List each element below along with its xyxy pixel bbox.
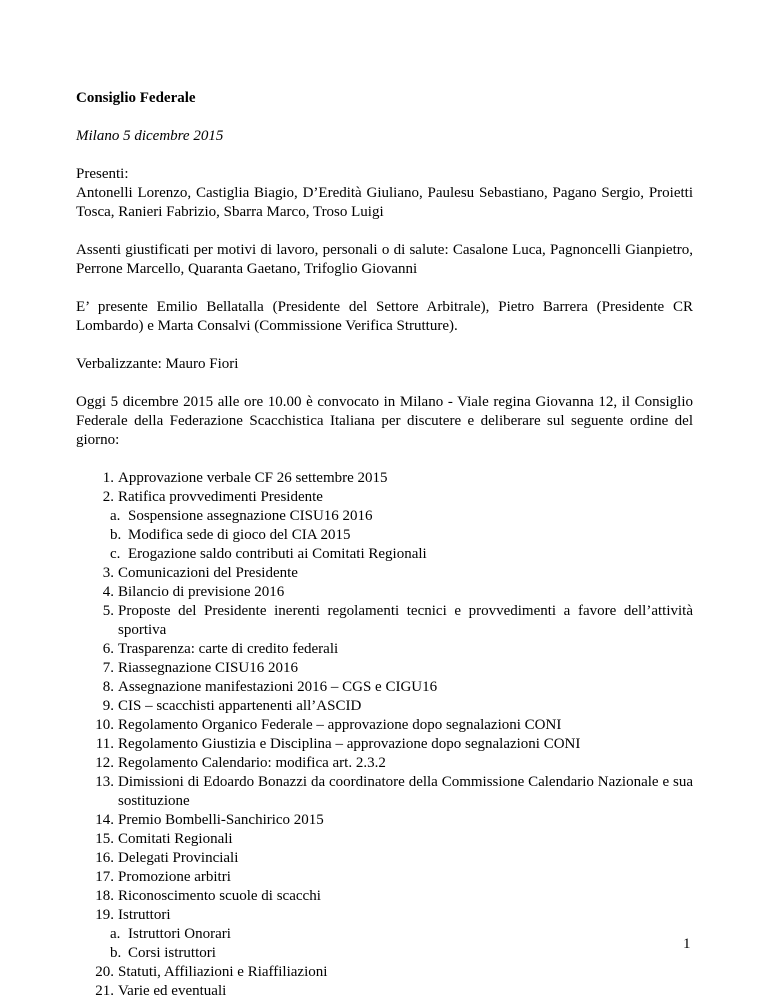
agenda-subitem-letter: c. [110,546,121,562]
agenda-item-text: Dimissioni di Edoardo Bonazzi da coordinatore della Commissione Calendario Nazionale e sua sostituzione [118,774,693,809]
agenda-item-number: 2. [102,489,114,505]
agenda-subitem-letter: b. [110,527,122,543]
agenda-item-text: Ratifica provvedimenti Presidente [118,489,323,505]
agenda-item-number: 3. [102,565,114,581]
agenda-item-number: 19. [95,907,114,923]
agenda-item [76,849,693,868]
agenda-item [76,716,693,735]
agenda-item-text: Regolamento Giustizia e Disciplina – approvazione dopo segnalazioni CONI [118,736,581,752]
agenda-item-text: Istruttori [118,907,171,923]
agenda-item-number: 11. [95,736,114,752]
page-number: 1 [683,936,691,952]
agenda-item-number: 12. [95,755,114,771]
agenda-subitem-text: Istruttori Onorari [128,926,231,942]
agenda-sublist [76,507,693,564]
agenda-item [76,583,693,602]
agenda-item [76,469,693,488]
agenda-item-number: 16. [95,850,114,866]
agenda-item-text: Promozione arbitri [118,869,231,885]
agenda-item-number: 9. [102,698,114,714]
agenda-item-number: 17. [95,869,114,885]
agenda-subitem [76,944,693,963]
agenda-item-number: 5. [102,603,114,619]
agenda-list [76,469,693,1001]
agenda-item-text: Regolamento Calendario: modifica art. 2.3.2 [118,755,386,771]
agenda-item-number: 15. [95,831,114,847]
agenda-item-text: Comitati Regionali [118,831,233,847]
agenda-item-text: Riconoscimento scuole di scacchi [118,888,321,904]
agenda-item [76,678,693,697]
agenda-item-text: Statuti, Affiliazioni e Riaffiliazioni [118,964,328,980]
agenda-sublist [76,925,693,963]
agenda-item [76,773,693,811]
agenda-subitem-text: Corsi istruttori [128,945,216,961]
agenda-item-number: 8. [102,679,114,695]
attendees-list: Antonelli Lorenzo, Castiglia Biagio, D’Eredità Giuliano, Paulesu Sebastiano, Pagano Sergio, Proietti Tosca, Ranieri Fabrizio, Sbarra Marco, Troso Luigi [76,185,693,220]
agenda-subitem-text: Erogazione saldo contributi ai Comitati Regionali [128,546,427,562]
agenda-item [76,564,693,583]
agenda-item [76,640,693,659]
agenda-item [76,488,693,507]
agenda-item-text: CIS – scacchisti appartenenti all’ASCID [118,698,362,714]
agenda-item-number: 18. [95,888,114,904]
agenda-item [76,735,693,754]
agenda-item [76,963,693,982]
agenda-item-text: Assegnazione manifestazioni 2016 – CGS e CIGU16 [118,679,438,695]
absentees-paragraph: Assenti giustificati per motivi di lavoro, personali o di salute: Casalone Luca, Pagnoncelli Gianpietro, Perrone Marcello, Quaranta Gaetano, Trifoglio Giovanni [76,242,693,277]
agenda-item-text: Trasparenza: carte di credito federali [118,641,339,657]
agenda-subitem [76,507,693,526]
document-title: Consiglio Federale [76,90,196,106]
agenda-item-text: Delegati Provinciali [118,850,239,866]
agenda-item-text: Varie ed eventuali [118,983,227,999]
agenda-item-number: 13. [95,774,114,790]
agenda-item-number: 21. [95,983,114,999]
agenda-item [76,982,693,1001]
agenda-item-text: Premio Bombelli-Sanchirico 2015 [118,812,324,828]
agenda-subitems-wrapper [76,925,693,963]
agenda-item-text: Comunicazioni del Presidente [118,565,298,581]
intro-paragraph: Oggi 5 dicembre 2015 alle ore 10.00 è convocato in Milano - Viale regina Giovanna 12, il Consiglio Federale della Federazione Scacchistica Italiana per discutere e deliberare sul seguente ordine del giorno: [76,394,693,448]
agenda-item-text: Bilancio di previsione 2016 [118,584,285,600]
guests-paragraph: E’ presente Emilio Bellatalla (Presidente del Settore Arbitrale), Pietro Barrera (Presidente CR Lombardo) e Marta Consalvi (Commissione Verifica Strutture). [76,299,693,334]
agenda-subitem [76,545,693,564]
agenda-item [76,887,693,906]
agenda-item-number: 6. [102,641,114,657]
agenda-item-text: Riassegnazione CISU16 2016 [118,660,298,676]
agenda-item-number: 20. [95,964,114,980]
minute-taker: Verbalizzante: Mauro Fiori [76,356,239,372]
agenda-item [76,906,693,925]
agenda-item [76,659,693,678]
agenda-item [76,811,693,830]
agenda-subitem [76,925,693,944]
agenda-item [76,868,693,887]
agenda-item [76,830,693,849]
agenda-item-number: 7. [102,660,114,676]
agenda-subitem-letter: a. [110,508,121,524]
agenda-subitem-text: Sospensione assegnazione CISU16 2016 [128,508,373,524]
document-body [76,89,693,1001]
agenda-item [76,754,693,773]
agenda-item [76,697,693,716]
agenda-item-text: Regolamento Organico Federale – approvazione dopo segnalazioni CONI [118,717,562,733]
agenda-item-number: 1. [102,470,114,486]
meeting-date: Milano 5 dicembre 2015 [76,128,224,144]
agenda-item [76,602,693,640]
attendees-section [76,165,693,222]
agenda-item-text: Proposte del Presidente inerenti regolamenti tecnici e provvedimenti a favore dell’attività sportiva [118,603,693,638]
agenda-subitem-letter: b. [110,945,122,961]
agenda-item-number: 10. [95,717,114,733]
agenda-subitem-letter: a. [110,926,121,942]
agenda-subitem [76,526,693,545]
agenda-subitems-wrapper [76,507,693,564]
attendees-label: Presenti: [76,166,129,182]
agenda-subitem-text: Modifica sede di gioco del CIA 2015 [128,527,351,543]
agenda-item-text: Approvazione verbale CF 26 settembre 2015 [118,470,388,486]
agenda-item-number: 4. [102,584,114,600]
agenda-item-number: 14. [95,812,114,828]
